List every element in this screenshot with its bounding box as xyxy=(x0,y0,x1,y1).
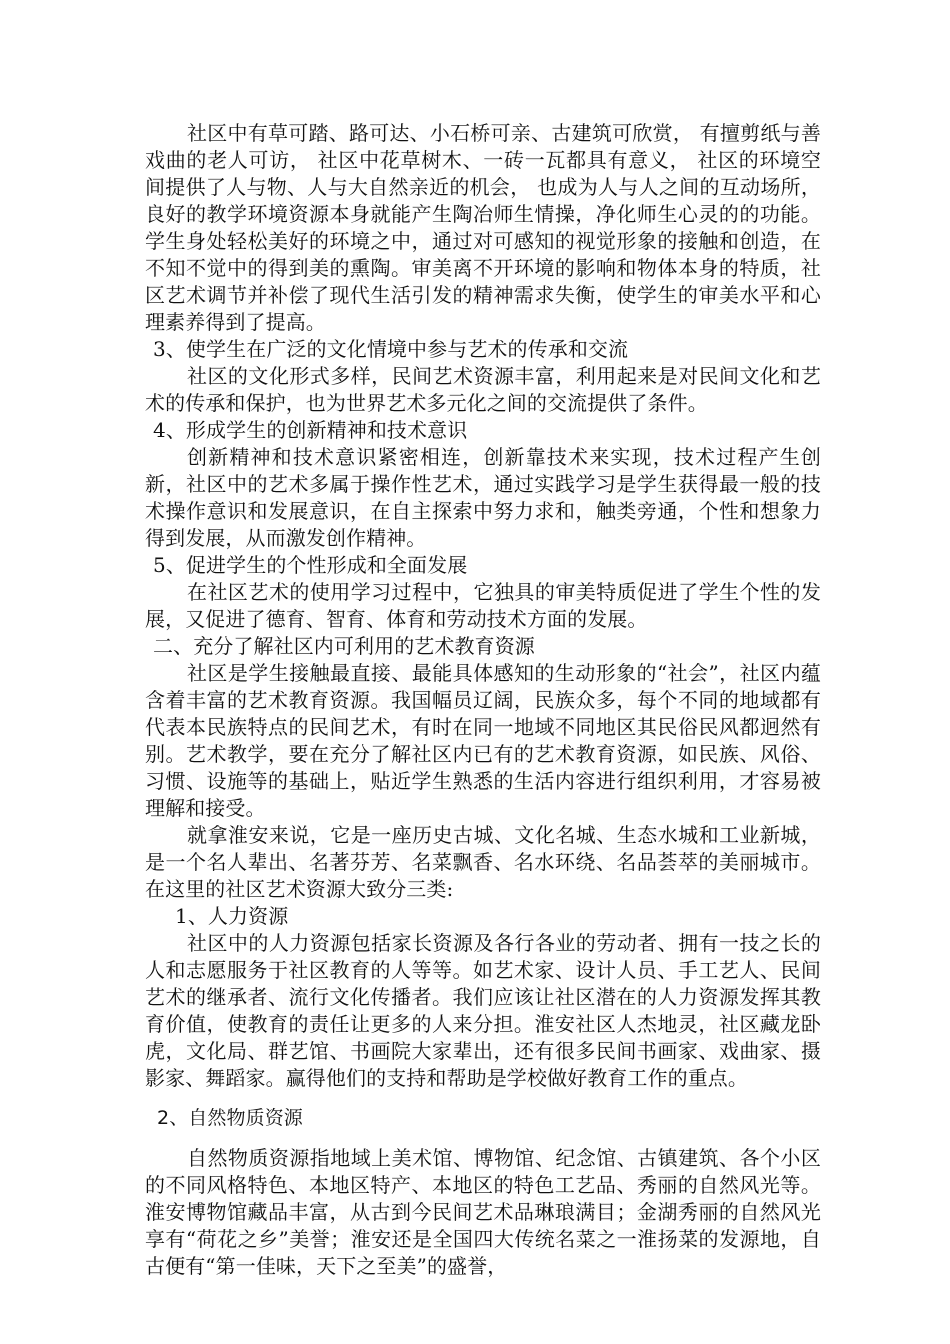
heading-personality: 5、促进学生的个性形成和全面发展 xyxy=(153,553,468,577)
paragraph-innovation: 创新精神和技术意识紧密相连，创新靠技术来实现，技术过程产生创新，社区中的艺术多属于操作性艺术，通过实践学习是学生获得最一般的技术操作意识和发展意识，在自主探索中努力求和，触类旁通，个性和想象力得到发展，从而激发创作精神。 xyxy=(145,445,821,550)
paragraph-personality: 在社区艺术的使用学习过程中，它独具的审美特质促进了学生个性的发展，又促进了德育、智育、体育和劳动技术方面的发展。 xyxy=(145,580,821,631)
document-body xyxy=(145,120,821,1280)
paragraph-huaian: 就拿淮安来说，它是一座历史古城、文化名城、生态水城和工业新城，是一个名人辈出、名著芬芳、名菜飘香、名水环绕、名品荟萃的美丽城市。在这里的社区艺术资源大致分三类: xyxy=(145,823,821,901)
heading-cultural-inheritance: 3、使学生在广泛的文化情境中参与艺术的传承和交流 xyxy=(153,337,629,361)
heading-natural-resources: 2、自然物质资源 xyxy=(157,1107,303,1129)
paragraph-human-resources: 社区中的人力资源包括家长资源及各行各业的劳动者、拥有一技之长的人和志愿服务于社区教育的人等等。如艺术家、设计人员、手工艺人、民间艺术的继承者、流行文化传播者。我们应该让社区潜在的人力资源发挥其教育价值，使教育的责任让更多的人来分担。淮安社区人杰地灵，社区藏龙卧虎，文化局、群艺馆、书画院大家辈出，还有很多民间书画家、戏曲家、摄影家、舞蹈家。赢得他们的支持和帮助是学校做好教育工作的重点。 xyxy=(145,931,821,1090)
paragraph-natural-resources: 自然物质资源指地域上美术馆、博物馆、纪念馆、古镇建筑、各个小区的不同风格特色、本地区特产、本地区的特色工艺品、秀丽的自然风光等。淮安博物馆藏品丰富，从古到今民间艺术品琳琅满目；金湖秀丽的自然风光享有“荷花之乡”美誉；淮安还是全国四大传统名菜之一淮扬菜的发源地，自古便有“第一佳味，天下之至美”的盛誉， xyxy=(145,1146,821,1278)
heading-innovation: 4、形成学生的创新精神和技术意识 xyxy=(153,418,468,442)
heading-section-two: 二、充分了解社区内可利用的艺术教育资源 xyxy=(153,634,535,658)
heading-human-resources: 1、人力资源 xyxy=(175,904,289,928)
paragraph-community-resources: 社区是学生接触最直接、最能具体感知的生动形象的“社会”，社区内蕴含着丰富的艺术教育资源。我国幅员辽阔，民族众多，每个不同的地域都有代表本民族特点的民间艺术，有时在同一地域不同地区其民俗民风都迥然有别。艺术教学，要在充分了解社区内已有的艺术教育资源，如民族、风俗、习惯、设施等的基础上，贴近学生熟悉的生活内容进行组织利用，才容易被理解和接受。 xyxy=(145,661,821,820)
paragraph-environment: 社区中有草可踏、路可达、小石桥可亲、古建筑可欣赏， 有擅剪纸与善戏曲的老人可访， 社区中花草树木、一砖一瓦都具有意义， 社区的环境空间提供了人与物、人与大自然亲近的机会， 也成为人与人之间的互动场所，良好的教学环境资源本身就能产生陶冶师生情操，净化师生心灵的的功能。学生身处轻松美好的环境之中，通过对可感知的视觉形象的接触和创造，在不知不觉中的得到美的熏陶。审美离不开环境的影响和物体本身的特质，社区艺术调节并补偿了现代生活引发的精神需求失衡，使学生的审美水平和心理素养得到了提高。 xyxy=(145,121,821,334)
paragraph-cultural-forms: 社区的文化形式多样，民间艺术资源丰富，利用起来是对民间文化和艺术的传承和保护，也为世界艺术多元化之间的交流提供了条件。 xyxy=(145,364,821,415)
